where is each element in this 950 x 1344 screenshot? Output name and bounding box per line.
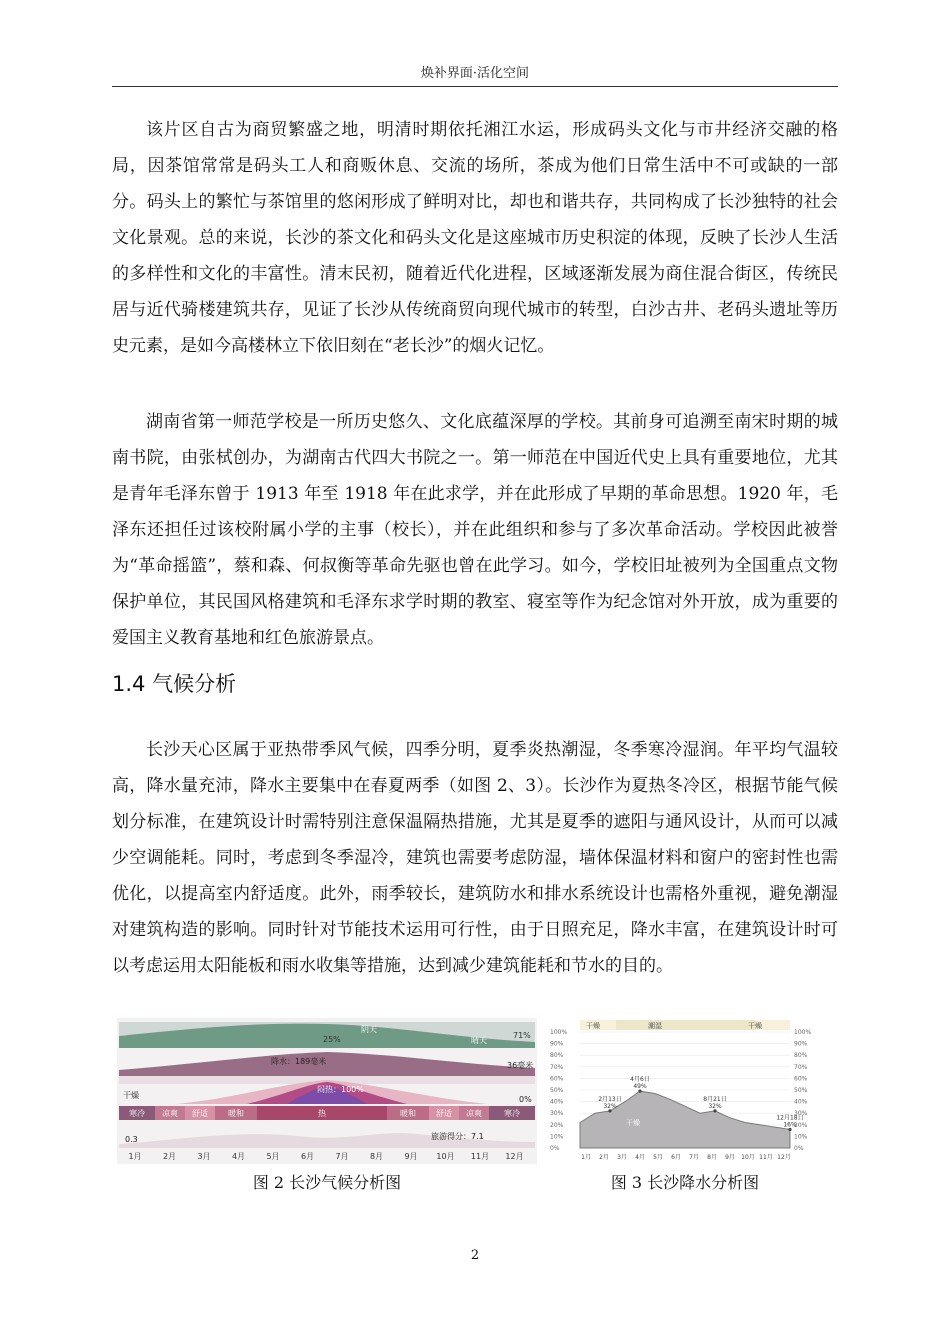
y-tick-right: 0% [794,1145,804,1152]
header-divider [112,86,838,87]
month-label: 5月 [653,1154,663,1161]
sunny-label: 晴天 [471,1036,487,1045]
page-number: 2 [470,1248,480,1263]
climate-chart [117,1018,537,1164]
precipitation-chart [548,1018,820,1164]
tourism-label: 旅游得分：7.1 [431,1132,484,1141]
comfort-band-label: 舒适 [436,1109,452,1118]
cloudy-label: 阴天 [361,1025,377,1034]
annotation-value: 32% [708,1102,722,1110]
y-tick-left: 40% [550,1098,564,1106]
comfort-band-label: 寒冷 [504,1109,520,1118]
month-label: 5月 [266,1152,280,1161]
rain-label: 降水：189毫米 [271,1057,327,1066]
figure-2-caption: 图 2 长沙气候分析图 [252,1173,402,1192]
y-tick-left: 90% [550,1040,564,1048]
y-tick-left: 70% [550,1063,564,1071]
top-label-dry-1: 干燥 [586,1022,600,1030]
area-label: 干燥 [626,1119,640,1127]
month-label: 7月 [689,1154,699,1161]
month-label: 6月 [300,1152,315,1161]
y-tick-left: 100% [550,1029,568,1036]
cloud-percent: 25% [323,1035,341,1044]
y-tick-right: 60% [794,1075,808,1083]
month-label: 2月 [599,1154,609,1161]
y-tick-right: 90% [794,1040,808,1048]
month-label: 1月 [581,1154,591,1161]
y-tick-left: 0% [550,1145,560,1152]
month-label: 7月 [335,1152,349,1161]
month-label: 9月 [725,1154,735,1161]
month-label: 12月 [505,1152,524,1161]
y-tick-left: 60% [550,1075,564,1083]
month-label: 8月 [707,1154,717,1161]
y-tick-right: 30% [794,1110,808,1118]
comfort-band-label: 舒适 [192,1109,208,1118]
month-label: 2月 [162,1152,177,1161]
y-tick-left: 20% [550,1121,564,1129]
month-label: 11月 [759,1154,773,1161]
y-tick-right: 50% [794,1087,808,1094]
comfort-band-label: 凉爽 [466,1109,482,1118]
top-label-dry-2: 干燥 [748,1022,762,1030]
sunny-percent: 71% [513,1031,531,1040]
muggy-label: 闷热：100% [317,1085,364,1094]
annotation-date: 2月13日 [598,1095,622,1103]
paragraph-1: 该片区自古为商贸繁盛之地，明清时期依托湘江水运，形成码头文化与市井经济交融的格局，因茶馆常常是码头工人和商贩休息、交流的场所，茶成为他们日常生活中不可或缺的一部分。码头上的繁忙与茶馆里的悠闲形成了鲜明对比，却也和谐共存，共同构成了长沙独特的社会文化景观。总的来说，长沙的茶文化和码头文化是这座城市历史积淀的体现，反映了长沙人生活的多样性和文化的丰富性。清末民初，随着近代化进程，区域逐渐发展为商住混合街区，传统民居与近代骑楼建筑共存，见证了长沙从传统商贸向现代城市的转型，白沙古井、老码头遗址等历史元素，是如今高楼林立下依旧刻在“老长沙”的烟火记忆。 [112,120,838,356]
annotation-value: 16% [783,1121,797,1129]
tourism-min-label: 0.3 [125,1135,138,1144]
top-label-wet: 潮湿 [648,1022,662,1030]
month-label: 4月 [231,1152,246,1161]
month-label: 3月 [197,1152,211,1161]
month-label: 8月 [369,1152,384,1161]
y-tick-right: 70% [794,1063,808,1071]
y-tick-left: 50% [550,1087,564,1094]
month-label: 10月 [436,1152,455,1161]
paragraph-3: 长沙天心区属于亚热带季风气候，四季分明，夏季炎热潮湿，冬季寒冷湿润。年平均气温较高，降水量充沛，降水主要集中在春夏两季（如图 2、3）。长沙作为夏热冬冷区，根据节能气候划分标准，在建筑设计时需特别注意保温隔热措施，尤其是夏季的遮阳与通风设计，从而可以减少空调能耗。同时，考虑到冬季湿冷，建筑也需要考虑防湿，墙体保温材料和窗户的密封性也需优化，以提高室内舒适度。此外，雨季较长，建筑防水和排水系统设计也需格外重视，避免潮湿对建筑构造的影响。同时针对节能技术运用可行性，由于日照充足，降水丰富，在建筑设计时可以考虑运用太阳能板和雨水收集等措施，达到减少建筑能耗和节水的目的。 [112,740,838,976]
comfort-band-label: 凉爽 [162,1109,178,1118]
comfort-band-label: 暖和 [228,1109,244,1118]
y-tick-left: 30% [550,1110,564,1118]
dry-label: 干燥 [123,1091,139,1100]
y-tick-left: 80% [550,1052,564,1060]
y-tick-right: 80% [794,1052,808,1060]
climate-figure [117,1018,537,1164]
section-heading: 1.4 气候分析 [112,672,237,696]
month-label: 1月 [128,1152,142,1161]
comfort-band-label: 暖和 [400,1109,416,1118]
running-header: 焕补界面·活化空间 [420,66,530,81]
month-label: 11月 [470,1152,490,1161]
paragraph-2-block [112,404,838,656]
y-tick-right: 10% [794,1133,808,1141]
rain-min-label: 36毫米 [507,1061,534,1070]
month-label: 6月 [671,1154,681,1161]
annotation-date: 8月21日 [703,1095,727,1103]
month-label: 10月 [741,1154,755,1161]
month-label: 12月 [777,1154,791,1161]
annotation-date: 12月18日 [776,1114,804,1122]
comfort-band-label: 寒冷 [129,1109,145,1118]
annotation-value: 32% [603,1102,617,1110]
y-tick-right: 40% [794,1098,808,1106]
paragraph-1-block [112,112,838,364]
precipitation-figure [548,1018,820,1164]
annotation-value: 49% [633,1083,647,1091]
month-label: 3月 [617,1154,627,1161]
y-tick-right: 100% [794,1029,812,1036]
muggy-min-label: 0% [519,1095,532,1104]
y-tick-left: 10% [550,1133,564,1141]
paragraph-2: 湖南省第一师范学校是一所历史悠久、文化底蕴深厚的学校。其前身可追溯至南宋时期的城南书院，由张栻创办，为湖南古代四大书院之一。第一师范在中国近代史上具有重要地位，尤其是青年毛泽东曾于 1913 年至 1918 年在此求学，并在此形成了早期的革命思想。1920 年，毛泽东还担任过该校附属小学的主事（校长），并在此组织和参与了多次革命活动。学校因此被誉为“革命摇篮”，蔡和森、何叔衡等革命先驱也曾在此学习。如今，学校旧址被列为全国重点文物保护单位，其民国风格建筑和毛泽东求学时期的教室、寝室等作为纪念馆对外开放，成为重要的爱国主义教育基地和红色旅游景点。 [112,412,838,648]
annotation-date: 4月6日 [630,1076,650,1084]
month-label: 4月 [635,1154,645,1161]
comfort-band-label: 热 [318,1109,326,1118]
month-label: 9月 [404,1152,418,1161]
y-tick-right: 20% [794,1121,808,1129]
paragraph-3-block [112,732,838,984]
figure-3-caption: 图 3 长沙降水分析图 [610,1173,760,1192]
